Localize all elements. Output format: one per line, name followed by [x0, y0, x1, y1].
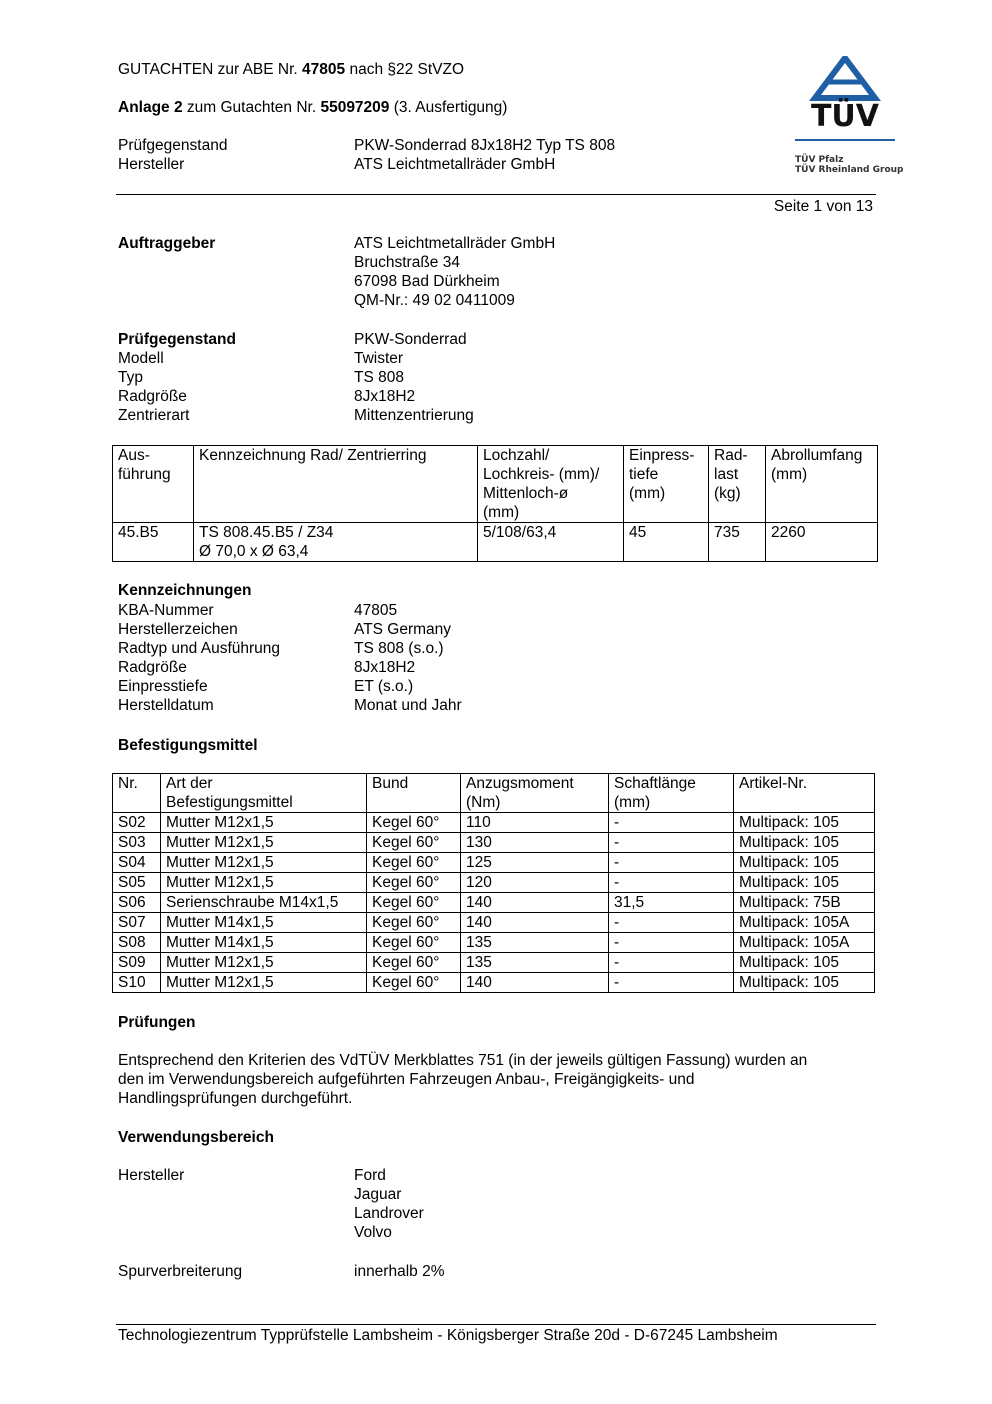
- pruefgegenstand-value: PKW-Sonderrad: [354, 331, 467, 348]
- rad-cell: 2260: [766, 523, 878, 562]
- bef-cell: S09: [113, 953, 161, 973]
- bef-cell: Kegel 60°: [367, 853, 461, 873]
- pruefungen-line: den im Verwendungsbereich aufgeführten Fahrzeugen Anbau-, Freigängigkeits- und: [118, 1071, 695, 1088]
- bef-cell: -: [609, 853, 734, 873]
- header-value: ATS Leichtmetallräder GmbH: [354, 156, 556, 173]
- table-row: [113, 933, 875, 953]
- tuv-logo: [795, 56, 904, 181]
- befestigung-header: [113, 774, 875, 813]
- pruefungen-label: Prüfungen: [118, 1014, 196, 1031]
- bef-cell: Kegel 60°: [367, 833, 461, 853]
- bef-cell: S08: [113, 933, 161, 953]
- kenn-value: 47805: [354, 602, 398, 619]
- pruef-key: Typ: [118, 369, 143, 386]
- kenn-value: Monat und Jahr: [354, 697, 462, 714]
- verwendung-hersteller-label: Hersteller: [118, 1167, 185, 1184]
- spur-label: Spurverbreiterung: [118, 1263, 243, 1280]
- bef-cell: 125: [461, 853, 609, 873]
- bef-cell: -: [609, 973, 734, 993]
- bef-header-cell: Schaftlänge (mm): [609, 774, 734, 813]
- rad-cell: 45.B5: [113, 523, 194, 562]
- page-number: Seite 1 von 13: [773, 198, 873, 215]
- rad-table-row: [113, 523, 878, 562]
- table-row: [113, 833, 875, 853]
- rad-header-cell: Kennzeichnung Rad/ Zentrierring: [194, 446, 478, 523]
- bef-cell: Serienschraube M14x1,5: [161, 893, 367, 913]
- kennzeichnungen-label: Kennzeichnungen: [118, 582, 252, 599]
- tuv-line2: TÜV Rheinland Group: [795, 165, 904, 175]
- bef-cell: -: [609, 833, 734, 853]
- bef-cell: Multipack: 105: [734, 813, 875, 833]
- ausfertigung: (3. Ausfertigung): [389, 99, 508, 116]
- kenn-value: ATS Germany: [354, 621, 452, 638]
- bef-cell: 140: [461, 973, 609, 993]
- auftraggeber-line: Bruchstraße 34: [354, 254, 460, 271]
- kenn-key: Einpresstiefe: [118, 678, 208, 695]
- kenn-value: TS 808 (s.o.): [354, 640, 444, 657]
- bef-header-cell: Anzugsmoment (Nm): [461, 774, 609, 813]
- bef-cell: 135: [461, 953, 609, 973]
- verwendung-hersteller: Landrover: [354, 1205, 424, 1222]
- rad-table: [112, 445, 878, 562]
- footer-text: Technologiezentrum Typprüfstelle Lambsheim - Königsberger Straße 20d - D-67245 Lambsheim: [118, 1327, 778, 1344]
- anlage-label: Anlage 2: [118, 99, 183, 116]
- bef-cell: 31,5: [609, 893, 734, 913]
- bef-cell: 130: [461, 833, 609, 853]
- table-row: [113, 953, 875, 973]
- bef-cell: Kegel 60°: [367, 933, 461, 953]
- rad-header-cell: Einpress- tiefe (mm): [624, 446, 709, 523]
- pruef-key: Radgröße: [118, 388, 187, 405]
- bef-cell: Mutter M12x1,5: [161, 833, 367, 853]
- auftraggeber-line: ATS Leichtmetallräder GmbH: [354, 235, 556, 252]
- bef-cell: S05: [113, 873, 161, 893]
- bef-cell: Multipack: 105: [734, 973, 875, 993]
- auftraggeber-line: QM-Nr.: 49 02 0411009: [354, 292, 515, 309]
- bef-cell: -: [609, 933, 734, 953]
- bef-cell: Mutter M12x1,5: [161, 973, 367, 993]
- header-key: Hersteller: [118, 156, 185, 173]
- bef-cell: 120: [461, 873, 609, 893]
- tuv-brand: TÜV: [810, 99, 880, 134]
- rad-table-header: [113, 446, 878, 523]
- bef-cell: Multipack: 105: [734, 853, 875, 873]
- kenn-value: 8Jx18H2: [354, 659, 416, 676]
- kenn-key: Radtyp und Ausführung: [118, 640, 281, 657]
- bef-cell: 140: [461, 913, 609, 933]
- kenn-key: KBA-Nummer: [118, 602, 214, 619]
- rad-header-cell: Abrollumfang (mm): [766, 446, 878, 523]
- bef-cell: Mutter M12x1,5: [161, 853, 367, 873]
- bef-cell: Multipack: 75B: [734, 893, 875, 913]
- pruef-key: Modell: [118, 350, 164, 367]
- gutachten-number: 55097209: [320, 99, 390, 116]
- bef-cell: Mutter M12x1,5: [161, 813, 367, 833]
- verwendung-hersteller: Jaguar: [354, 1186, 402, 1203]
- bef-cell: Mutter M12x1,5: [161, 873, 367, 893]
- bef-cell: Mutter M14x1,5: [161, 913, 367, 933]
- bef-cell: -: [609, 813, 734, 833]
- bef-cell: Mutter M12x1,5: [161, 953, 367, 973]
- bef-cell: Kegel 60°: [367, 893, 461, 913]
- bef-cell: Mutter M14x1,5: [161, 933, 367, 953]
- anlage-mid: zum Gutachten Nr.: [182, 99, 321, 116]
- pruef-value: TS 808: [354, 369, 404, 386]
- pruefgegenstand-label: Prüfgegenstand: [118, 331, 236, 348]
- table-row: [113, 893, 875, 913]
- bef-cell: Kegel 60°: [367, 913, 461, 933]
- bef-cell: -: [609, 953, 734, 973]
- bef-cell: -: [609, 873, 734, 893]
- pruefungen-text: [118, 1051, 807, 1108]
- pruef-value: Twister: [354, 350, 404, 367]
- abe-number: 47805: [302, 61, 346, 78]
- spur-value: innerhalb 2%: [354, 1263, 445, 1280]
- bef-cell: Kegel 60°: [367, 813, 461, 833]
- bef-cell: Kegel 60°: [367, 953, 461, 973]
- bef-cell: S10: [113, 973, 161, 993]
- footer-divider: [116, 1324, 876, 1325]
- table-row: [113, 813, 875, 833]
- bef-header-cell: Nr.: [113, 774, 161, 813]
- pruef-value: Mittenzentrierung: [354, 407, 474, 424]
- bef-cell: 135: [461, 933, 609, 953]
- gutachten-suffix: nach §22 StVZO: [345, 61, 465, 78]
- pruefungen-line: Entsprechend den Kriterien des VdTÜV Merkblattes 751 (in der jeweils gültigen Fassung) wurden an: [118, 1052, 808, 1069]
- kenn-key: Radgröße: [118, 659, 187, 676]
- table-row: [113, 853, 875, 873]
- bef-cell: S03: [113, 833, 161, 853]
- verwendungsbereich-label: Verwendungsbereich: [118, 1129, 274, 1146]
- rad-header-cell: Aus- führung: [113, 446, 194, 523]
- rad-cell: 735: [709, 523, 766, 562]
- header-value: PKW-Sonderrad 8Jx18H2 Typ TS 808: [354, 137, 616, 154]
- bef-header-cell: Art der Befestigungsmittel: [161, 774, 367, 813]
- rad-header-cell: Lochzahl/ Lochkreis- (mm)/ Mittenloch-ø (mm): [478, 446, 624, 523]
- befestigung-label: Befestigungsmittel: [118, 737, 258, 754]
- bef-cell: Multipack: 105: [734, 833, 875, 853]
- bef-cell: 140: [461, 893, 609, 913]
- bef-cell: Multipack: 105: [734, 953, 875, 973]
- befestigung-table: [112, 773, 875, 993]
- bef-cell: S07: [113, 913, 161, 933]
- header-divider: [116, 194, 876, 195]
- pruef-key: Zentrierart: [118, 407, 190, 424]
- auftraggeber-label: Auftraggeber: [118, 235, 216, 252]
- table-row: [113, 913, 875, 933]
- rad-cell: TS 808.45.B5 / Z34 Ø 70,0 x Ø 63,4: [194, 523, 478, 562]
- bef-cell: S04: [113, 853, 161, 873]
- rad-cell: 45: [624, 523, 709, 562]
- bef-cell: S06: [113, 893, 161, 913]
- kenn-key: Herstellerzeichen: [118, 621, 238, 638]
- auftraggeber-line: 67098 Bad Dürkheim: [354, 273, 500, 290]
- pruefungen-line: Handlingsprüfungen durchgeführt.: [118, 1090, 353, 1107]
- rad-header-cell: Rad- last (kg): [709, 446, 766, 523]
- bef-cell: Multipack: 105A: [734, 913, 875, 933]
- anlage-line: [118, 98, 507, 117]
- verwendung-hersteller: Volvo: [354, 1224, 392, 1241]
- verwendung-hersteller: Ford: [354, 1167, 386, 1184]
- tuv-line1: TÜV Pfalz: [795, 155, 844, 165]
- bef-header-cell: Artikel-Nr.: [734, 774, 875, 813]
- header-key: Prüfgegenstand: [118, 137, 228, 154]
- table-row: [113, 873, 875, 893]
- bef-cell: Multipack: 105A: [734, 933, 875, 953]
- bef-cell: 110: [461, 813, 609, 833]
- table-row: [113, 973, 875, 993]
- gutachten-prefix: GUTACHTEN zur ABE Nr.: [118, 61, 303, 78]
- kenn-value: ET (s.o.): [354, 678, 414, 695]
- rad-cell: 5/108/63,4: [478, 523, 624, 562]
- bef-cell: -: [609, 913, 734, 933]
- bef-cell: Kegel 60°: [367, 973, 461, 993]
- gutachten-title: [118, 60, 464, 79]
- bef-cell: Multipack: 105: [734, 873, 875, 893]
- bef-cell: Kegel 60°: [367, 873, 461, 893]
- bef-cell: S02: [113, 813, 161, 833]
- pruef-value: 8Jx18H2: [354, 388, 416, 405]
- bef-header-cell: Bund: [367, 774, 461, 813]
- kenn-key: Herstelldatum: [118, 697, 214, 714]
